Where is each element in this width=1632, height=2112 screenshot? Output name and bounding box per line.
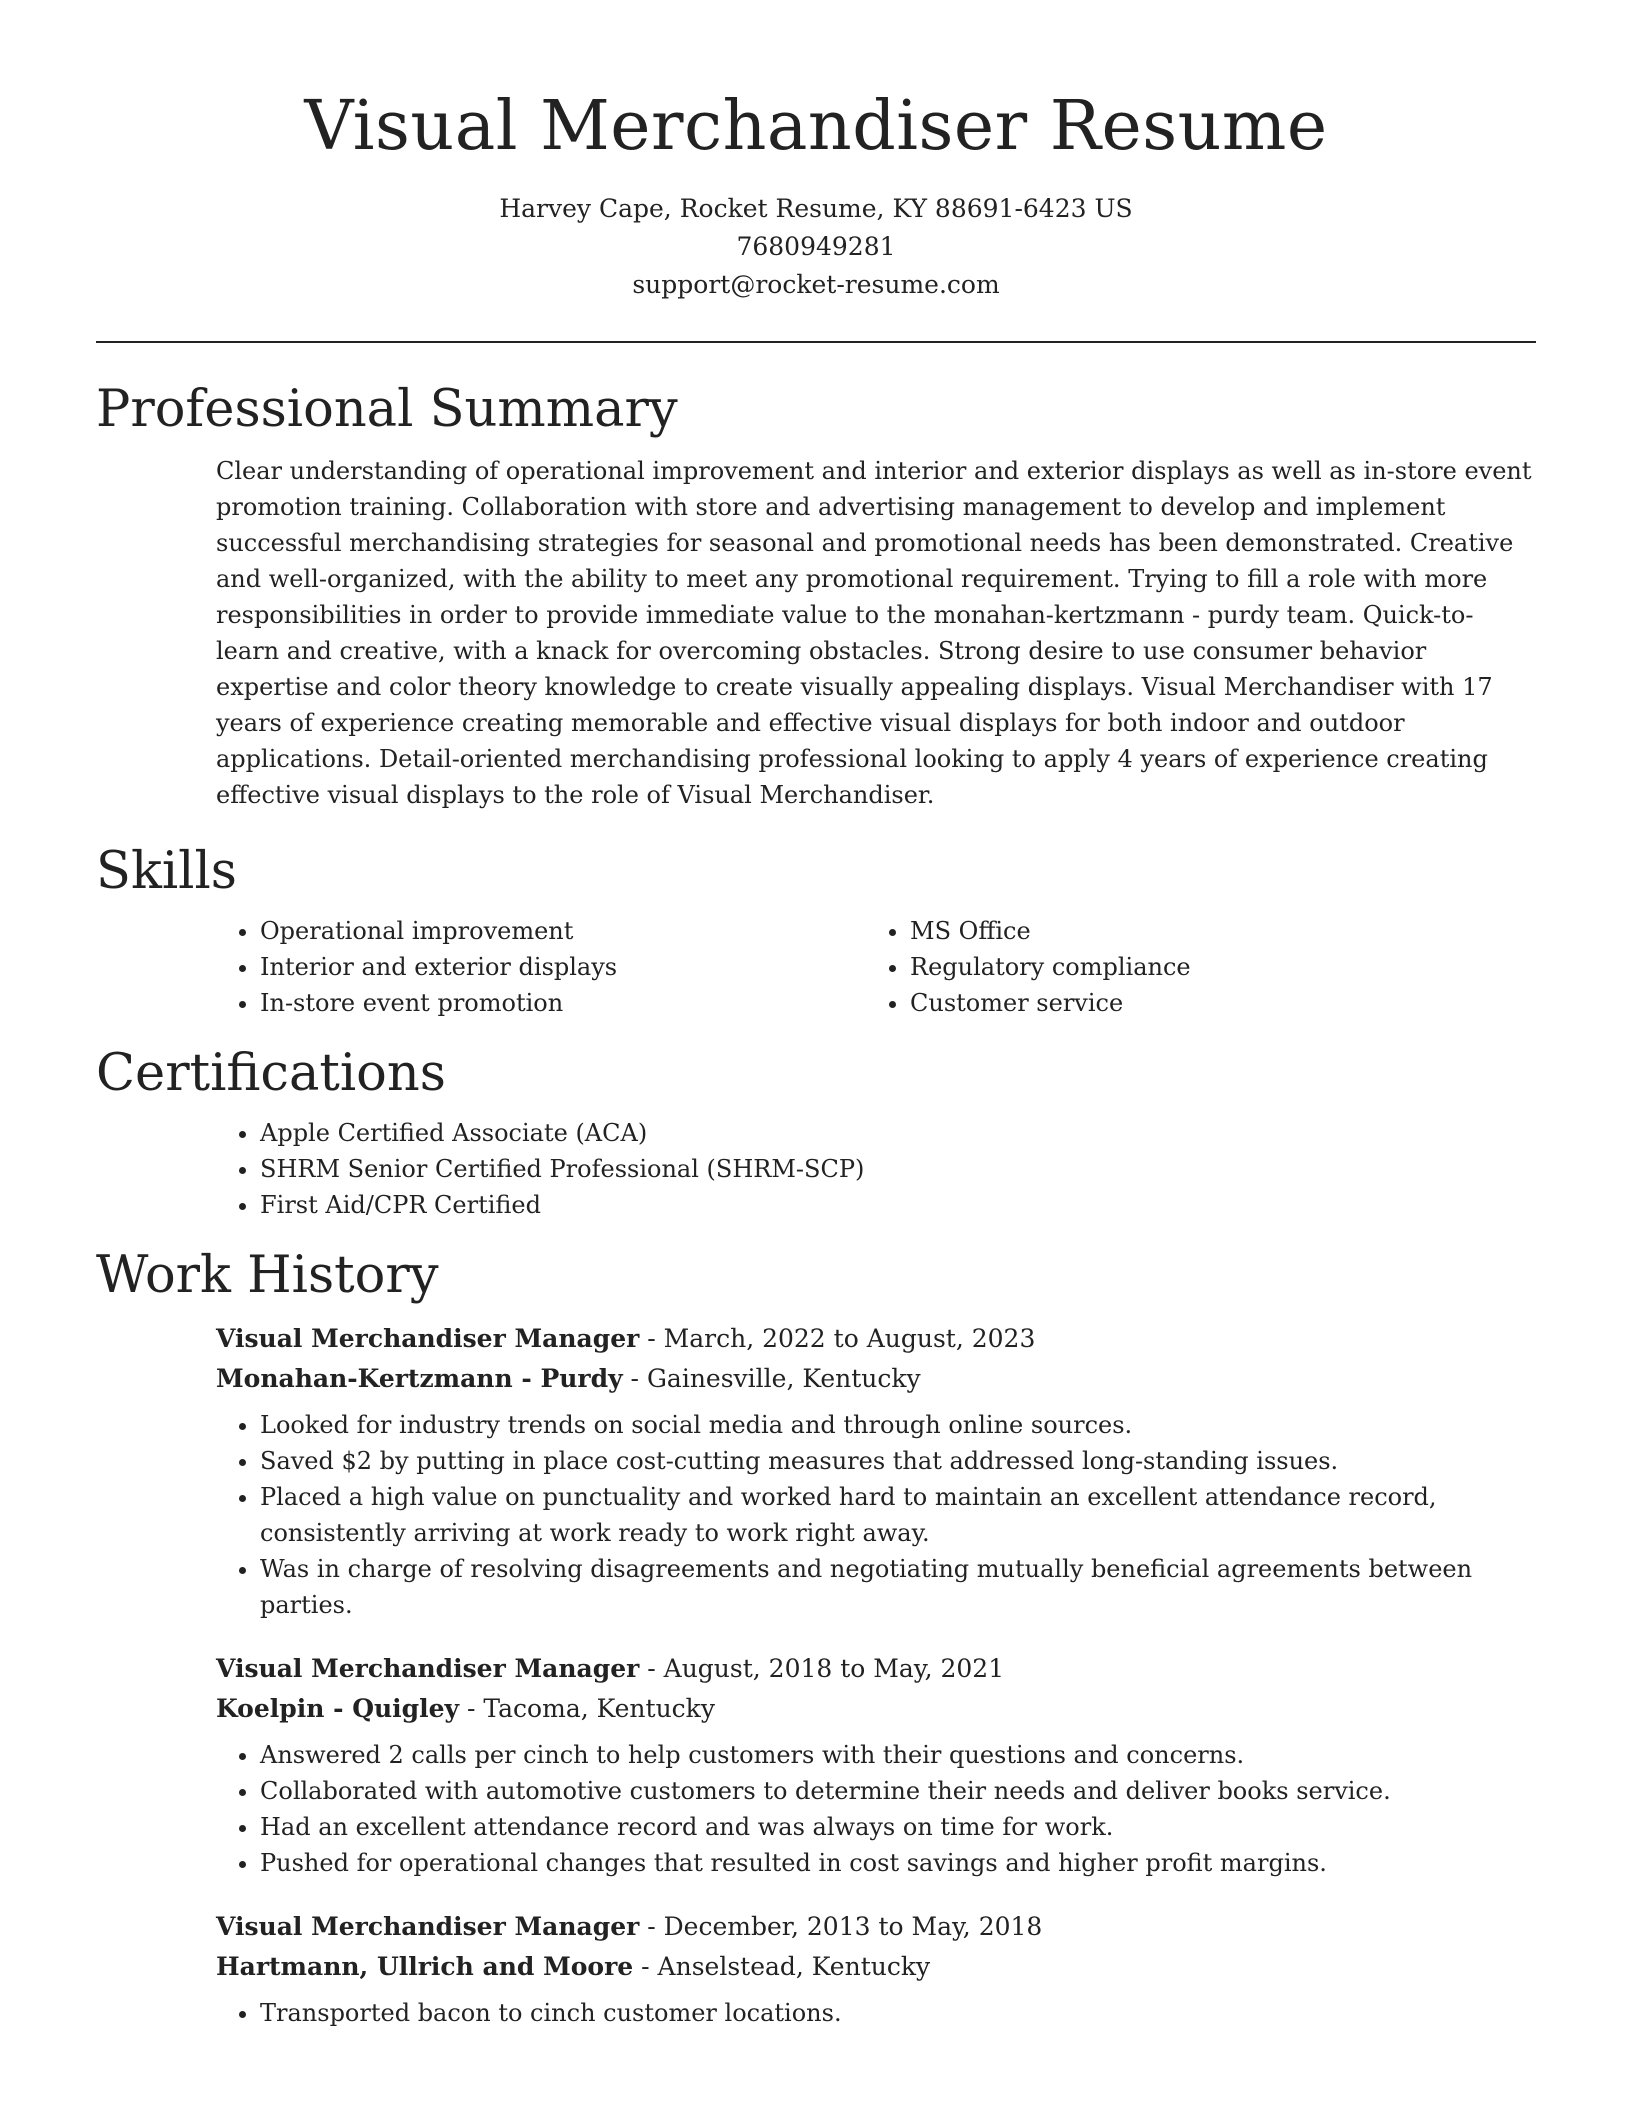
- job-entry: [216, 1649, 1536, 1881]
- job-title-line: [216, 1319, 1536, 1359]
- skill-item: • Interior and exterior displays: [260, 949, 866, 985]
- skill-item: • Operational improvement: [260, 913, 866, 949]
- job-bullet: • Answered 2 calls per cinch to help customers with their questions and concerns.: [260, 1737, 1536, 1773]
- certifications-section: [96, 1041, 1536, 1223]
- job-separator: -: [630, 1364, 647, 1393]
- job-bullet: • Was in charge of resolving disagreements and negotiating mutually beneficial agreements between parties.: [260, 1551, 1536, 1623]
- skills-grid: [216, 913, 1536, 1021]
- job-bullets: [216, 1737, 1536, 1881]
- job-company-line: [216, 1947, 1536, 1987]
- certification-item: • First Aid/CPR Certified: [260, 1187, 1536, 1223]
- contact-address: Harvey Cape, Rocket Resume, KY 88691-6423 US: [499, 194, 1133, 223]
- job-dates: March, 2022 to August, 2023: [663, 1324, 1036, 1353]
- job-bullet: • Placed a high value on punctuality and worked hard to maintain an excellent attendance record, consistently arriving at work ready to work right away.: [260, 1479, 1536, 1551]
- job-separator: -: [647, 1324, 664, 1353]
- job-company: Monahan-Kertzmann - Purdy: [216, 1364, 623, 1393]
- job-company-line: [216, 1359, 1536, 1399]
- job-separator: -: [647, 1912, 664, 1941]
- job-separator: -: [641, 1952, 658, 1981]
- job-bullet: • Transported bacon to cinch customer locations.: [260, 1995, 1536, 2031]
- job-title-line: [216, 1907, 1536, 1947]
- job-separator: -: [467, 1694, 484, 1723]
- skills-heading: Skills: [96, 842, 237, 901]
- job-location: Tacoma, Kentucky: [483, 1694, 715, 1723]
- certifications-heading: Certifications: [96, 1044, 446, 1103]
- job-company: Hartmann, Ullrich and Moore: [216, 1952, 634, 1981]
- job-title-line: [216, 1649, 1536, 1689]
- job-title: Visual Merchandiser Manager: [216, 1324, 640, 1353]
- job-bullets: [216, 1995, 1536, 2031]
- work-history-section: [96, 1243, 1536, 2031]
- job-location: Gainesville, Kentucky: [646, 1364, 921, 1393]
- job-location: Anselstead, Kentucky: [657, 1952, 931, 1981]
- contact-phone: 7680949281: [736, 232, 896, 261]
- summary-heading: Professional Summary: [96, 380, 678, 439]
- skill-item: • MS Office: [910, 913, 1516, 949]
- skills-section: [96, 839, 1536, 1021]
- job-bullet: • Looked for industry trends on social media and through online sources.: [260, 1407, 1536, 1443]
- skill-item: • Regulatory compliance: [910, 949, 1516, 985]
- job-bullet: • Saved $2 by putting in place cost-cutting measures that addressed long-standing issues.: [260, 1443, 1536, 1479]
- job-dates: December, 2013 to May, 2018: [663, 1912, 1043, 1941]
- skills-column-left: [216, 913, 866, 1021]
- skill-item: • In-store event promotion: [260, 985, 866, 1021]
- job-bullet: • Had an excellent attendance record and was always on time for work.: [260, 1809, 1536, 1845]
- job-bullets: [216, 1407, 1536, 1623]
- job-bullet: • Collaborated with automotive customers to determine their needs and deliver books service.: [260, 1773, 1536, 1809]
- resume-title: Visual Merchandiser Resume: [304, 87, 1328, 166]
- job-title: Visual Merchandiser Manager: [216, 1912, 640, 1941]
- work-history-heading: Work History: [96, 1246, 439, 1305]
- contact-block: [96, 190, 1536, 304]
- job-bullet: • Pushed for operational changes that resulted in cost savings and higher profit margins.: [260, 1845, 1536, 1881]
- job-entry: [216, 1319, 1536, 1623]
- summary-section: [96, 377, 1536, 813]
- skills-column-right: [866, 913, 1516, 1021]
- job-separator: -: [647, 1654, 664, 1683]
- job-entry: [216, 1907, 1536, 2031]
- summary-text: Clear understanding of operational improvement and interior and exterior displays as well as in-store event promotion training. Collaboration with store and advertising management to develop and implement successful merchandising strategies for seasonal and promotional needs has been demonstrated. Creative and well-organized, with the ability to meet any promotional requirement. Trying to fill a role with more responsibilities in order to provide immediate value to the monahan-kertzmann - purdy team. Quick-to-learn and creative, with a knack for overcoming obstacles. Strong desire to use consumer behavior expertise and color theory knowledge to create visually appealing displays. Visual Merchandiser with 17 years of experience creating memorable and effective visual displays for both indoor and outdoor applications. Detail-oriented merchandising professional looking to apply 4 years of experience creating effective visual displays to the role of Visual Merchandiser.: [216, 457, 1532, 809]
- resume-header: [96, 0, 1536, 304]
- job-title: Visual Merchandiser Manager: [216, 1654, 640, 1683]
- job-dates: August, 2018 to May, 2021: [663, 1654, 1005, 1683]
- job-company-line: [216, 1689, 1536, 1729]
- resume-document: [96, 0, 1536, 2057]
- certification-item: • Apple Certified Associate (ACA): [260, 1115, 1536, 1151]
- certification-item: • SHRM Senior Certified Professional (SHRM-SCP): [260, 1151, 1536, 1187]
- skill-item: • Customer service: [910, 985, 1516, 1021]
- job-company: Koelpin - Quigley: [216, 1694, 460, 1723]
- certifications-list: [216, 1115, 1536, 1223]
- contact-email: support@rocket-resume.com: [632, 270, 1000, 299]
- header-divider: [96, 341, 1536, 343]
